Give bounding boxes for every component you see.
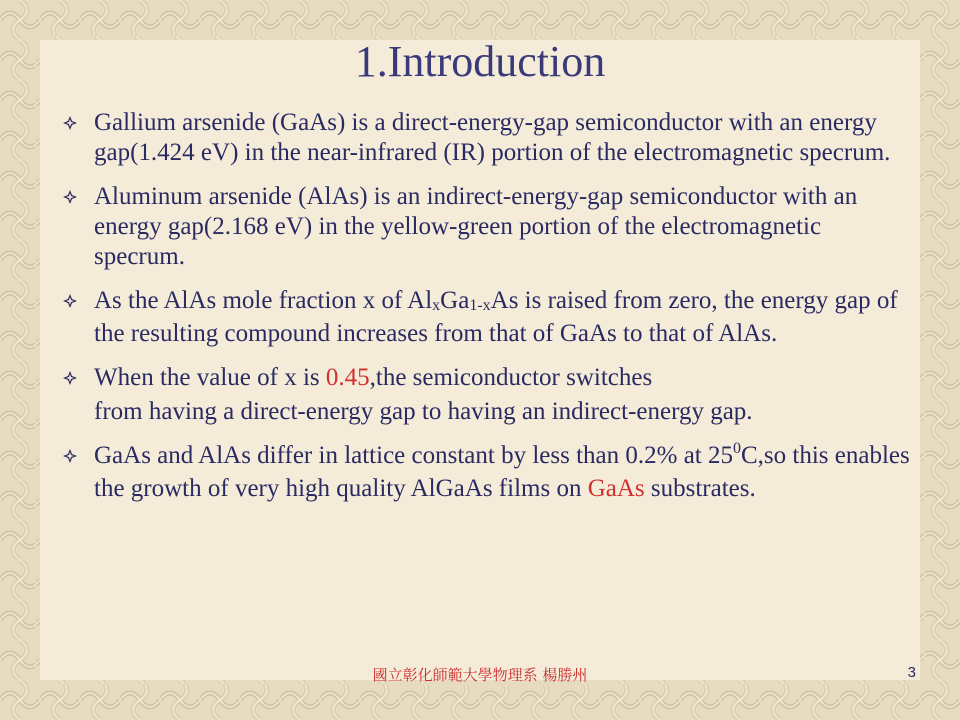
bullet-text: As is raised from zero, the energy gap of the resulting compound increases from that of GaAs to that of AlAs. <box>94 287 898 347</box>
subscript-x: x <box>432 297 441 314</box>
bullet-text: When the value of x is <box>94 364 326 391</box>
bullet-item <box>62 441 912 504</box>
subscript-1-x: 1-x <box>469 297 491 314</box>
highlight-value: 0.45 <box>325 364 370 391</box>
bullet-list <box>62 108 912 518</box>
bullet-text: ,the semiconductor switches <box>369 364 653 391</box>
diamond-bullet-icon <box>62 189 78 205</box>
bullet-item <box>62 182 912 272</box>
bullet-item <box>62 108 912 168</box>
bullet-item <box>62 286 912 349</box>
diamond-bullet-icon <box>62 115 78 131</box>
bullet-text: Gallium arsenide (GaAs) is a direct-energy-gap semiconductor with an energy gap(1.424 eV) in the near-infrared (IR) portion of the electromagnetic specrum. <box>94 109 891 166</box>
bullet-text: C,so this enables the growth of very high quality AlGaAs films on <box>94 442 910 502</box>
bullet-text: substrates. <box>644 475 756 502</box>
highlight-term: GaAs <box>587 475 645 502</box>
bullet-text: Aluminum arsenide (AlAs) is an indirect-energy-gap semiconductor with an energy gap(2.168 eV) in the yellow-green portion of the electromagnetic specrum. <box>94 183 858 270</box>
bullet-text: Ga <box>440 287 470 314</box>
slide-footer <box>0 664 960 686</box>
bullet-continuation: from having a direct-energy gap to having an indirect-energy gap. <box>94 398 753 425</box>
diamond-bullet-icon <box>62 370 78 386</box>
footer-author: 國立彰化師範大學物理系 楊勝州 <box>372 666 588 684</box>
page-number: 3 <box>907 664 916 681</box>
bullet-text: GaAs and AlAs differ in lattice constant by less than 0.2% at 25 <box>94 442 733 469</box>
bullet-text: As the AlAs mole fraction x of Al <box>94 287 433 314</box>
diamond-bullet-icon <box>62 293 78 309</box>
bullet-item <box>62 363 912 393</box>
diamond-bullet-icon <box>62 448 78 464</box>
superscript-degree: 0 <box>733 440 741 457</box>
slide-title: 1.Introduction <box>354 37 606 86</box>
